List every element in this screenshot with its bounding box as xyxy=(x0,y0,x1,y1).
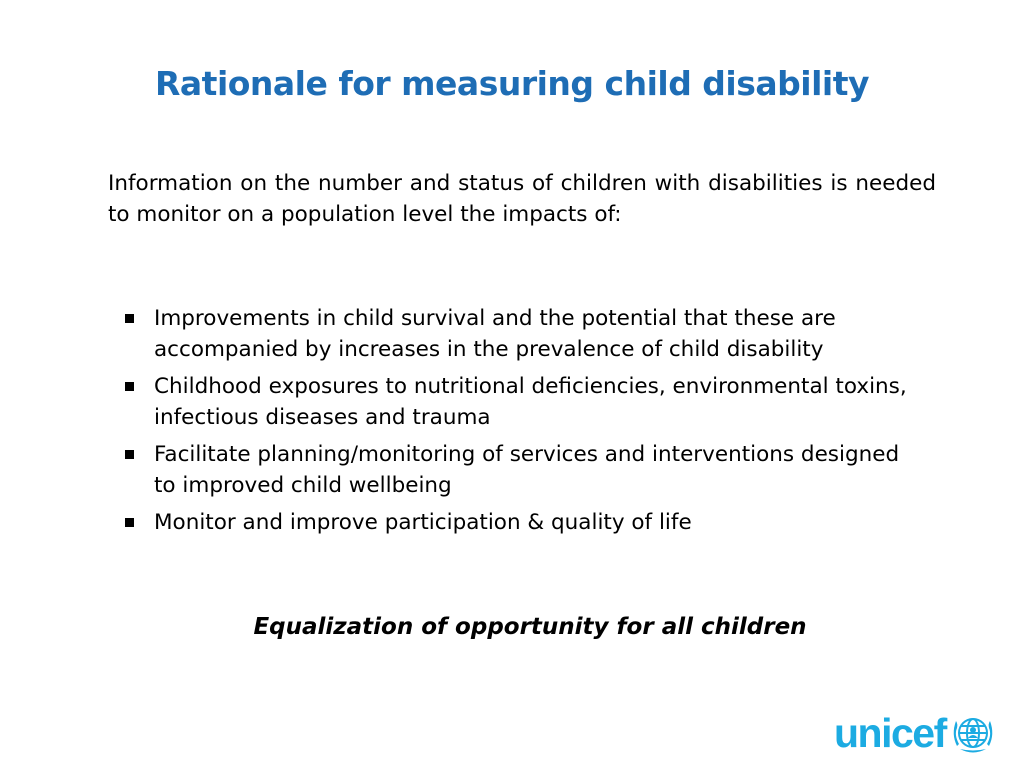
unicef-logo xyxy=(834,708,998,758)
bullet-item xyxy=(124,439,924,501)
bullet-text: Monitor and improve participation & quality of life xyxy=(154,510,692,535)
square-bullet-icon xyxy=(125,382,134,391)
bullet-item xyxy=(124,507,924,538)
bullet-text: Childhood exposures to nutritional deficiencies, environmental toxins, infectious diseases and trauma xyxy=(154,374,907,430)
unicef-emblem-icon xyxy=(948,708,998,758)
square-bullet-icon xyxy=(125,314,134,323)
square-bullet-icon xyxy=(125,450,134,459)
logo-wordmark: unicef xyxy=(834,709,946,756)
bullet-text: Facilitate planning/monitoring of services and interventions designed to improved child wellbeing xyxy=(154,442,900,498)
bullet-item xyxy=(124,303,924,365)
intro-paragraph: Information on the number and status of children with disabilities is needed to monitor on a population level the impacts of: xyxy=(108,171,936,227)
slide-title: Rationale for measuring child disability xyxy=(154,64,869,103)
bullet-item xyxy=(124,371,924,433)
bullet-text: Improvements in child survival and the potential that these are accompanied by increases in the prevalence of child disability xyxy=(154,306,836,362)
tagline: Equalization of opportunity for all children xyxy=(253,614,807,640)
square-bullet-icon xyxy=(125,518,134,527)
bullet-list xyxy=(124,303,924,544)
